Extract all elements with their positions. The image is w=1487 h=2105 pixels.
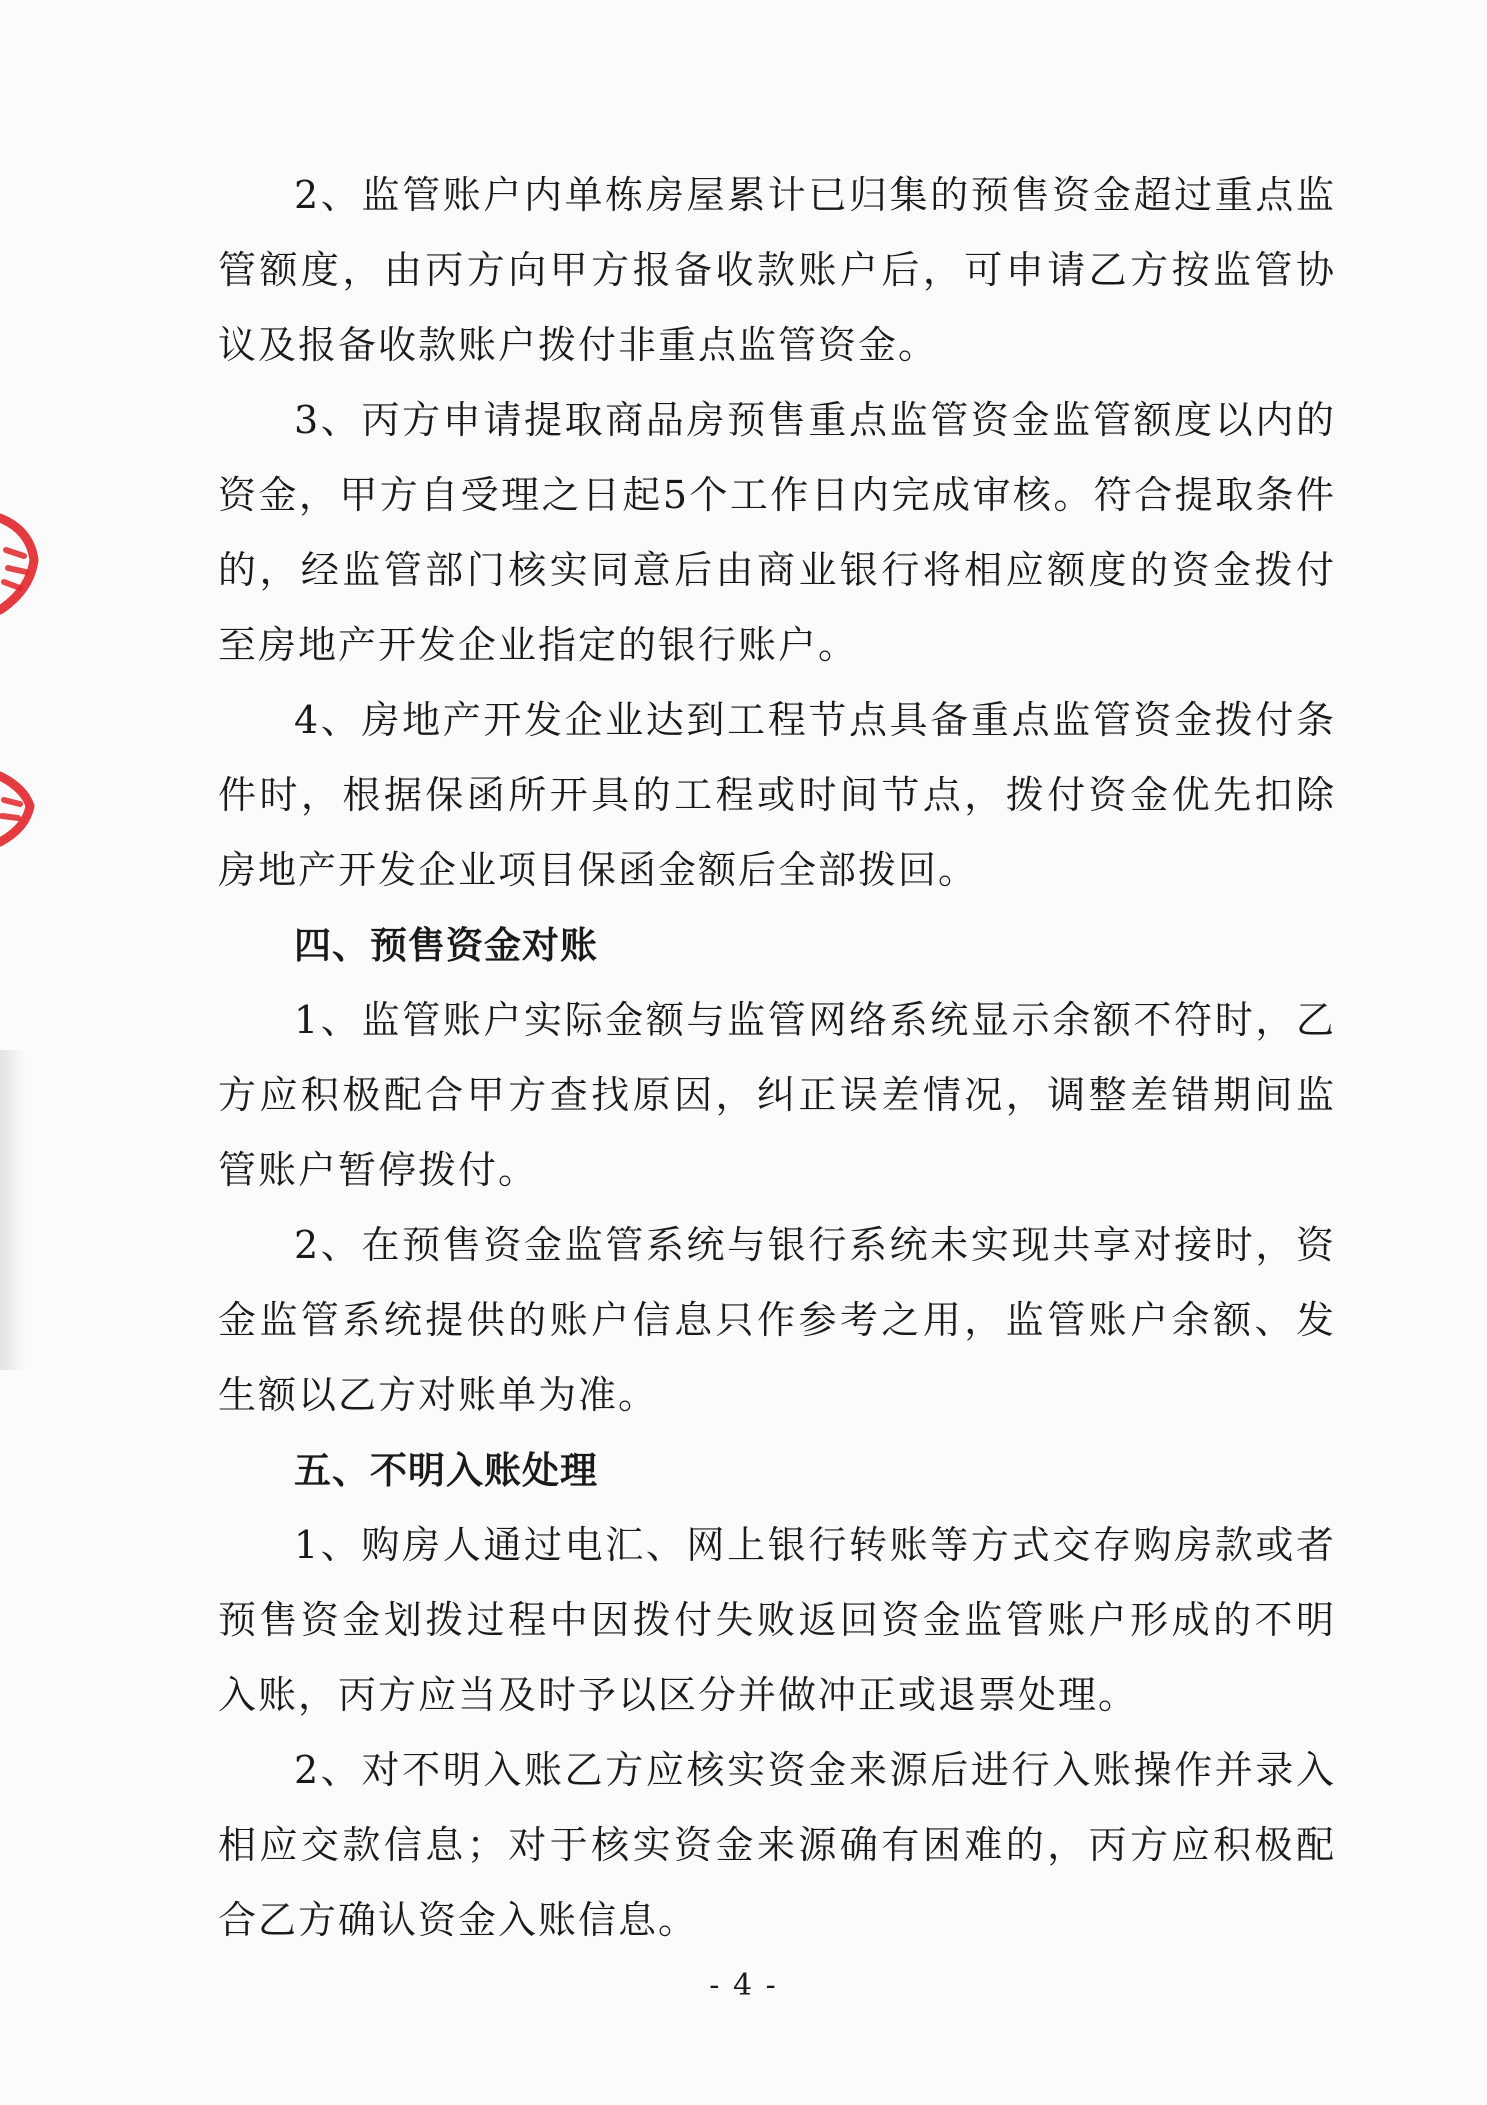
scan-edge-shadow [0, 1050, 26, 1370]
paragraph-3-withdraw-review: 3、丙方申请提取商品房预售重点监管资金监管额度以内的资金，甲方自受理之日起5个工作日内完成审核。符合提取条件的，经监管部门核实同意后由商业银行将相应额度的资金拨付至房地产开发企业指定的银行账户。 [218, 398, 1336, 667]
document-body [218, 158, 1336, 1958]
section-heading-reconciliation: 四、预售资金对账 [294, 924, 598, 967]
paragraph-reconciliation-1: 1、监管账户实际金额与监管网络系统显示余额不符时，乙方应积极配合甲方查找原因，纠正误差情况，调整差错期间监管账户暂停拨付。 [218, 998, 1336, 1192]
paragraph-unknown-deposit-2: 2、对不明入账乙方应核实资金来源后进行入账操作并录入相应交款信息；对于核实资金来源确有困难的，丙方应积极配合乙方确认资金入账信息。 [218, 1748, 1336, 1942]
paragraph-2-fund-exceed: 2、监管账户内单栋房屋累计已归集的预售资金超过重点监管额度，由丙方向甲方报备收款账户后，可申请乙方按监管协议及报备收款账户拨付非重点监管资金。 [218, 173, 1336, 367]
paragraph-4-guarantee-release: 4、房地产开发企业达到工程节点具备重点监管资金拨付条件时，根据保函所开具的工程或时间节点，拨付资金优先扣除房地产开发企业项目保函金额后全部拨回。 [218, 698, 1336, 892]
paragraph-reconciliation-2: 2、在预售资金监管系统与银行系统未实现共享对接时，资金监管系统提供的账户信息只作参考之用，监管账户余额、发生额以乙方对账单为准。 [218, 1223, 1336, 1417]
red-seal-fragment-icon [0, 510, 46, 620]
section-heading-unknown-deposit: 五、不明入账处理 [294, 1449, 598, 1492]
red-seal-fragment-icon [0, 770, 46, 850]
paragraph-unknown-deposit-1: 1、购房人通过电汇、网上银行转账等方式交存购房款或者预售资金划拨过程中因拨付失败返回资金监管账户形成的不明入账，丙方应当及时予以区分并做冲正或退票处理。 [218, 1523, 1336, 1717]
page-number: - 4 - [709, 1968, 778, 2003]
